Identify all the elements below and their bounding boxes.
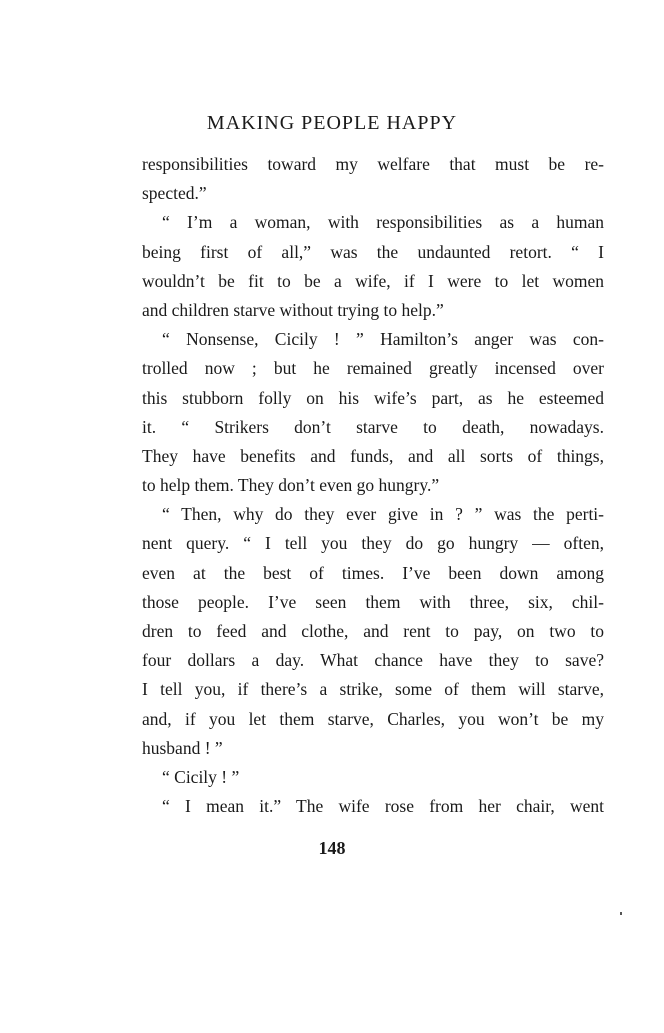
- text-line: to help them. They don’t even go hungry.”: [142, 475, 440, 496]
- text-line: responsibilities toward my welfare that must be re-: [142, 154, 604, 174]
- page-number: 148: [318, 838, 346, 858]
- text-line: being first of all,” was the undaunted retort. “ I: [142, 241, 604, 262]
- text-line: spected.”: [142, 183, 207, 204]
- text-line: trolled now ; but he remained greatly incensed over: [142, 358, 604, 379]
- body-text: [142, 150, 604, 821]
- text-line: They have benefits and funds, and all sorts of things,: [142, 445, 604, 466]
- text-line: it. “ Strikers don’t starve to death, nowadays.: [142, 416, 604, 437]
- text-line: “ Nonsense, Cicily ! ” Hamilton’s anger was con-: [162, 329, 604, 350]
- text-line: dren to feed and clothe, and rent to pay, on two to: [142, 621, 604, 641]
- text-line: and children starve without trying to help.”: [142, 299, 444, 320]
- text-line: “ I mean it.” The wife rose from her chair, went: [162, 796, 604, 817]
- text-line: husband ! ”: [142, 737, 223, 758]
- text-line: “ Then, why do they ever give in ? ” was the perti-: [162, 504, 604, 525]
- text-line: “ Cicily ! ”: [162, 766, 240, 787]
- text-line: four dollars a day. What chance have they to save?: [142, 650, 604, 671]
- text-line: those people. I’ve seen them with three, six, chil-: [142, 591, 604, 612]
- text-line: and, if you let them starve, Charles, you won’t be my: [142, 708, 604, 729]
- text-line: wouldn’t be fit to be a wife, if I were to let women: [142, 270, 604, 291]
- text-line: “ I’m a woman, with responsibilities as a human: [162, 212, 604, 233]
- text-line: nent query. “ I tell you they do go hungry — often,: [142, 533, 604, 554]
- text-line: this stubborn folly on his wife’s part, as he esteemed: [142, 387, 604, 408]
- text-line: I tell you, if there’s a strike, some of them will starve,: [142, 679, 604, 700]
- text-line: even at the best of times. I’ve been down among: [142, 562, 604, 583]
- print-speck: [620, 912, 622, 915]
- running-header: MAKING PEOPLE HAPPY: [206, 112, 458, 134]
